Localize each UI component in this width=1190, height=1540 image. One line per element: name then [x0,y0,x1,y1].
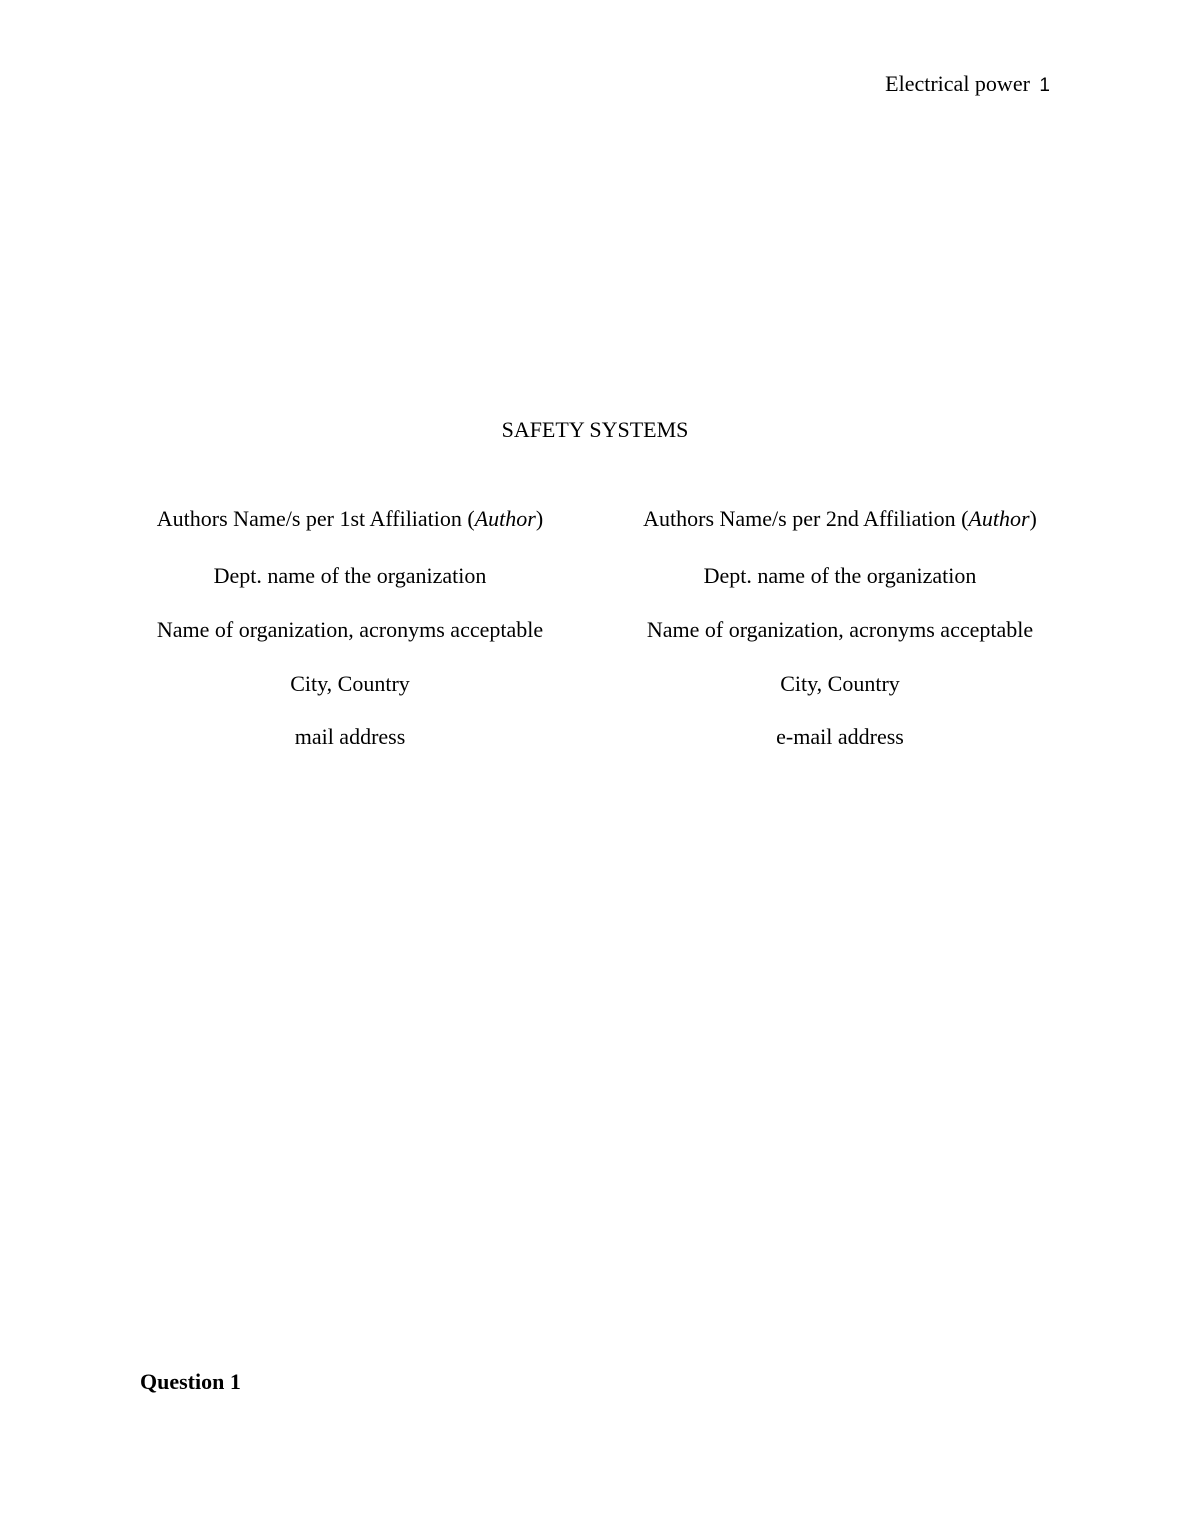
author-block-2 [600,505,1080,751]
author-name [600,505,1080,533]
author-location: City, Country [290,671,410,696]
author-role: Author [474,506,536,531]
author-role: Author [968,506,1030,531]
author-organization: Name of organization, acronyms acceptable [156,617,544,642]
author-organization: Name of organization, acronyms acceptable [646,617,1034,642]
author-name-prefix: Authors Name/s per 1st Affiliation ( [156,506,475,531]
page-header [885,70,1050,100]
author-department: Dept. name of the organization [213,563,487,588]
running-title: Electrical power [885,71,1030,96]
page-number: 1 [1039,75,1050,96]
author-department: Dept. name of the organization [703,563,977,588]
section-heading: Question 1 [140,1369,241,1394]
author-block-1 [110,505,590,751]
author-name [110,505,590,533]
author-name-suffix: ) [535,506,544,531]
document-title: SAFETY SYSTEMS [501,417,689,442]
author-email: e-mail address [776,724,904,749]
author-location: City, Country [780,671,900,696]
author-name-prefix: Authors Name/s per 2nd Affiliation ( [643,506,969,531]
author-name-suffix: ) [1029,506,1037,531]
author-email: mail address [294,724,406,749]
